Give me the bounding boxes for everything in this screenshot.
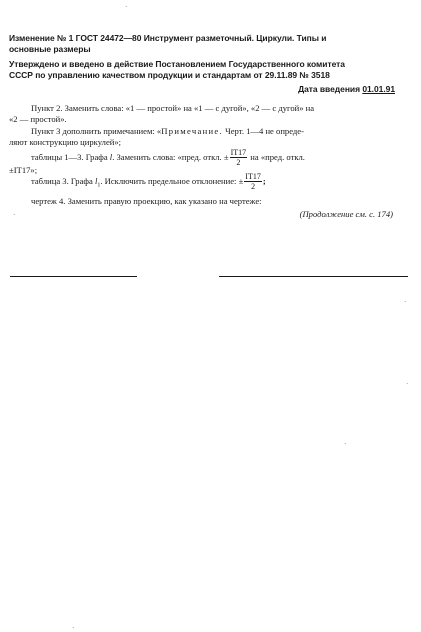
note-word-spaced: Примечание. [161, 126, 223, 136]
paragraph-4: таблица 3. Графа $l_1$. Исключить предельное отклонение: ± $\frac{IT17}{2}$ ; [31, 172, 266, 191]
paragraph-1-line2: «2 — простой». [9, 114, 67, 124]
effective-date [298, 84, 395, 94]
right-divider-rule [219, 276, 408, 277]
continuation-note: (Продолжение см. с. 174) [299, 209, 393, 219]
effective-date-value: 01.01.91 [362, 84, 395, 94]
scan-speck: · [344, 440, 347, 448]
scan-speck: · [404, 298, 407, 306]
fraction-it17-over-2: $\frac{IT17}{2}$ [230, 148, 247, 167]
amendment-title-line1: Изменение № 1 ГОСТ 24472—80 Инструмент разметочный. Циркули. Типы и [9, 33, 327, 43]
left-divider-rule [10, 276, 137, 277]
approval-line1: Утверждено и введено в действие Постановлением Государственного комитета [9, 59, 345, 69]
approval-line2: СССР по управлению качеством продукции и стандартам от 29.11.89 № 3518 [9, 70, 330, 80]
paragraph-2-line2: ляют конструкцию циркулей»; [9, 137, 122, 147]
scan-speck: · [13, 211, 16, 219]
paragraph-5: чертеж 4. Заменить правую проекцию, как указано на чертеже: [31, 196, 262, 206]
scan-speck: · [125, 3, 128, 11]
effective-date-label: Дата введения [298, 84, 360, 94]
scan-speck: · [72, 624, 75, 632]
scan-speck: · [406, 380, 409, 388]
paragraph-3-line1: таблицы 1—3. Графа l. Заменить слова: «пред. откл. ± $\frac{IT17}{2}$ на «пред. откл. [31, 148, 305, 167]
fraction-it17-over-2-b: $\frac{IT17}{2}$ [245, 172, 261, 191]
paragraph-2-line1: Пункт 3 дополнить примечанием: «Примечание. Черт. 1—4 не опреде- [31, 126, 304, 136]
paragraph-1-line1: Пункт 2. Заменить слова: «1 — простой» на «1 — с дугой», «2 — с дугой» на [31, 103, 315, 113]
amendment-title-line2: основные размеры [9, 44, 91, 54]
paragraph-3-line2: ±IT17»; [9, 165, 38, 175]
